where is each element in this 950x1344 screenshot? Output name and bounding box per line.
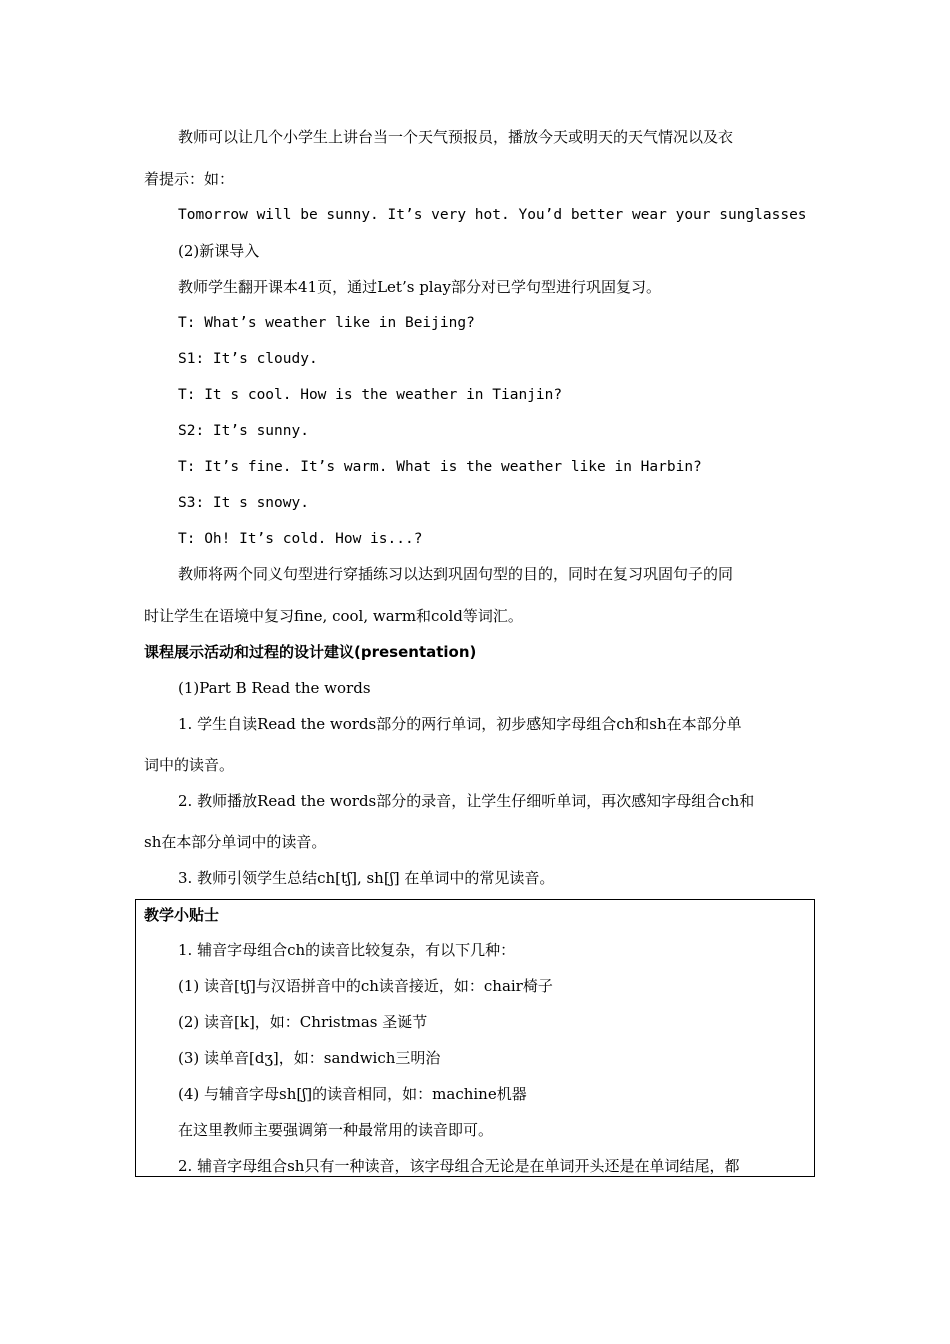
dialogue-line: T: It s cool. How is the weather in Tianjin? [178,387,563,403]
dialogue-line: S3: It s snowy. [178,495,309,511]
step-3: 3. 教师引领学生总结ch[tʃ], sh[ʃ] 在单词中的常见读音。 [178,869,555,887]
summary-line-1: 教师将两个同义句型进行穿插练习以达到巩固句型的目的，同时在复习巩固句子的同 [178,565,734,583]
new-lesson-heading: (2)新课导入 [178,242,260,260]
step-1-line-1: 1. 学生自读Read the words部分的两行单词，初步感知字母组合ch和sh在本部分单 [178,715,742,733]
new-lesson-intro: 教师学生翻开课本41页，通过Let’s play部分对已学句型进行巩固复习。 [178,278,662,296]
presentation-heading: 课程展示活动和过程的设计建议(presentation) [144,643,477,661]
summary-line-2: 时让学生在语境中复习fine, cool, warm和cold等词汇。 [144,607,523,625]
tips-sub-item: (3) 读单音[dʒ]，如：sandwich三明治 [178,1049,441,1067]
part-b-heading: (1)Part B Read the words [178,679,371,697]
step-2-line-1: 2. 教师播放Read the words部分的录音，让学生仔细听单词，再次感知字母组合ch和 [178,792,755,810]
tips-sub-item: (2) 读音[k]，如：Christmas 圣诞节 [178,1013,428,1031]
tips-sub-item: (1) 读音[tʃ]与汉语拼音中的ch读音接近，如：chair椅子 [178,977,553,995]
tips-item-1: 1. 辅音字母组合ch的读音比较复杂，有以下几种： [178,941,516,959]
dialogue-line: T: It’s fine. It’s warm. What is the weather like in Harbin? [178,459,702,475]
tips-item-2: 2. 辅音字母组合sh只有一种读音，该字母组合无论是在单词开头还是在单词结尾，都 [178,1157,740,1175]
tips-sub-item: (4) 与辅音字母sh[ʃ]的读音相同，如：machine机器 [178,1085,527,1103]
teaching-tips-title: 教学小贴士 [144,906,220,924]
tips-note: 在这里教师主要强调第一种最常用的读音即可。 [178,1121,494,1139]
step-1-line-2: 词中的读音。 [144,756,235,774]
step-2-line-2: sh在本部分单词中的读音。 [144,833,327,851]
dialogue-line: S1: It’s cloudy. [178,351,318,367]
weather-example-sentence: Tomorrow will be sunny. It’s very hot. You’d better wear your sunglasses [178,207,807,223]
dialogue-line: T: Oh! It’s cold. How is...? [178,531,423,547]
dialogue-line: T: What’s weather like in Beijing? [178,315,475,331]
intro-paragraph-line-1: 教师可以让几个小学生上讲台当一个天气预报员，播放今天或明天的天气情况以及衣 [178,128,734,146]
dialogue-line: S2: It’s sunny. [178,423,309,439]
intro-paragraph-line-2: 着提示：如： [144,170,235,188]
